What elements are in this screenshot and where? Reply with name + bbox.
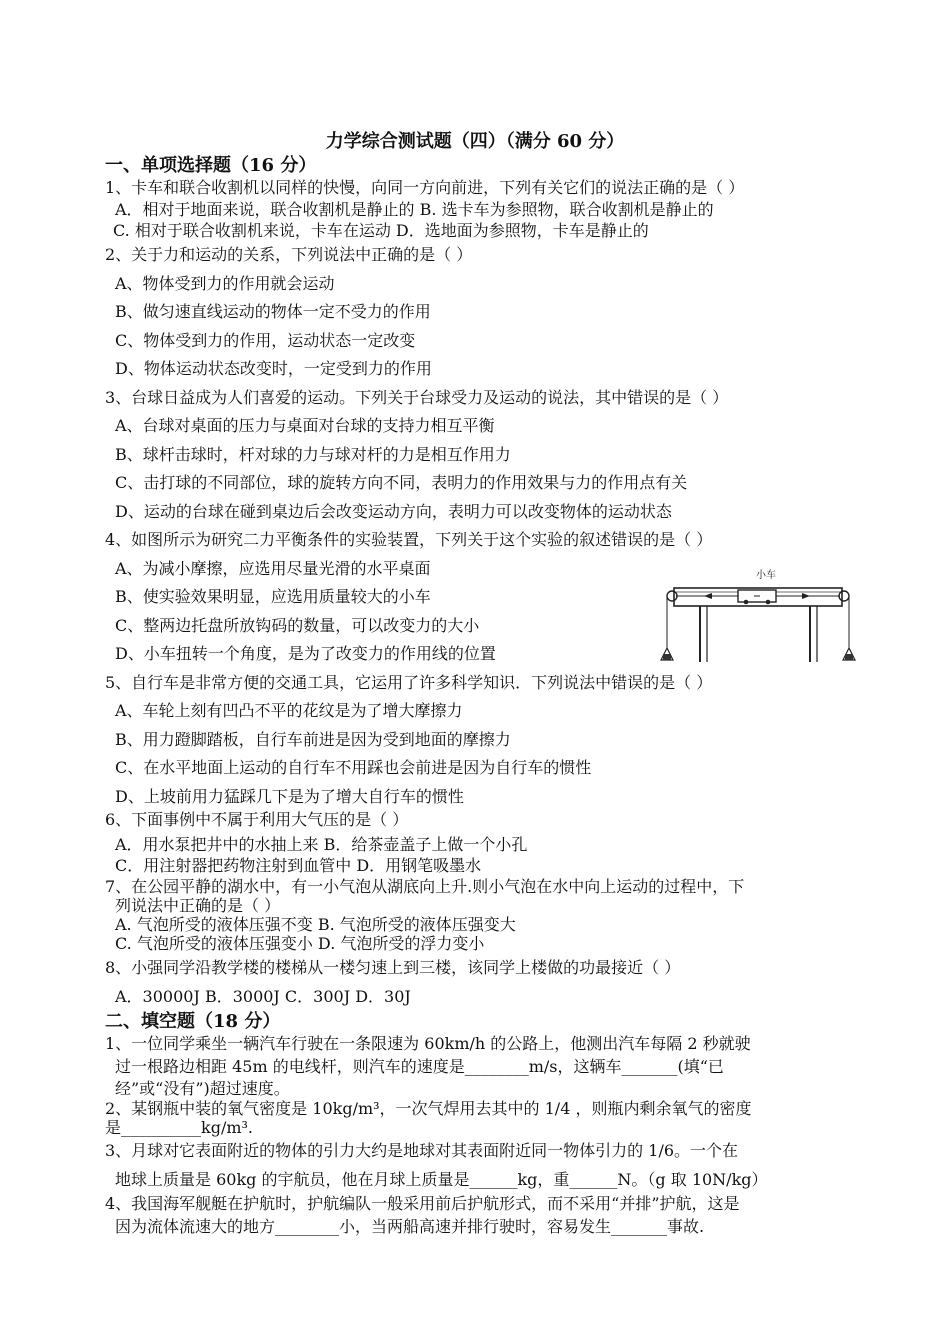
- question-4-option-a: A、为减小摩擦，应选用尽量光滑的水平桌面: [115, 559, 431, 578]
- arrow-right-icon: [802, 593, 810, 599]
- fill-question-4-line-2: 因为流体流速大的地方________小，当两船高速并排行驶时，容易发生_______事故.: [115, 1217, 705, 1236]
- question-5-option-a: A、车轮上刻有凹凸不平的花纹是为了增大摩擦力: [115, 701, 463, 720]
- fill-question-1-line-3: 经”或“没有”)超过速度。: [115, 1079, 290, 1098]
- question-7-stem: 7、在公园平静的湖水中，有一小气泡从湖底向上升.则小气泡在水中向上运动的过程中，下: [105, 877, 745, 896]
- question-7-options-cd: C. 气泡所受的液体压强变小 D. 气泡所受的浮力变小: [115, 934, 485, 953]
- question-3-option-a: A、台球对桌面的压力与桌面对台球的支持力相互平衡: [115, 416, 495, 435]
- cart-wheel-icon: [766, 600, 771, 605]
- question-4-option-c: C、整两边托盘所放钩码的数量，可以改变力的大小: [115, 616, 480, 635]
- question-5-stem: 5、自行车是非常方便的交通工具，它运用了许多科学知识．下列说法中错误的是（ ）: [105, 673, 713, 692]
- question-4-option-d: D、小车扭转一个角度，是为了改变力的作用线的位置: [115, 644, 496, 663]
- pulley-left-icon: [667, 591, 677, 601]
- question-3-option-b: B、球杆击球时，杆对球的力与球对杆的力是相互作用力: [115, 445, 511, 464]
- cart-wheel-icon: [744, 600, 749, 605]
- question-2-option-d: D、物体运动状态改变时，一定受到力的作用: [115, 359, 432, 378]
- section-heading-fill-in-blank: 二、填空题（18 分）: [105, 1011, 281, 1032]
- question-8-options: A．30000J B．3000J C．300J D．30J: [115, 987, 411, 1006]
- arrow-left-icon: [704, 593, 712, 599]
- fill-question-1-line-1: 1、一位同学乘坐一辆汽车行驶在一条限速为 60km/h 的公路上，他测出汽车每隔 2 秒就驶: [105, 1034, 751, 1053]
- fill-question-4-line-1: 4、我国海军舰艇在护航时，护航编队一般采用前后护航形式，而不采用“并排”护航，这是: [105, 1194, 740, 1213]
- question-5-option-b: B、用力蹬脚踏板，自行车前进是因为受到地面的摩擦力: [115, 730, 511, 749]
- question-1-options-ab: A．相对于地面来说，联合收割机是静止的 B. 选卡车为参照物，联合收割机是静止的: [115, 200, 714, 219]
- question-8-stem: 8、小强同学沿教学楼的楼梯从一楼匀速上到三楼，该同学上楼做的功最接近（ ）: [105, 958, 681, 977]
- fill-question-2-line-2: 是__________kg/m³.: [105, 1118, 254, 1137]
- question-2-stem: 2、关于力和运动的关系，下列说法中正确的是（ ）: [105, 245, 473, 264]
- fill-question-1-line-2: 过一根路边相距 45m 的电线杆，则汽车的速度是________m/s，这辆车_______(填“已: [115, 1057, 724, 1076]
- question-6-stem: 6、下面事例中不属于利用大气压的是（ ）: [105, 810, 409, 829]
- question-2-option-c: C、物体受到力的作用，运动状态一定改变: [115, 331, 416, 350]
- question-6-options-cd: C．用注射器把药物注射到血管中 D．用钢笔吸墨水: [115, 856, 482, 875]
- question-6-options-ab: A．用水泵把井中的水抽上来 B．给茶壶盖子上做一个小孔: [115, 835, 528, 854]
- question-5-option-c: C、在水平地面上运动的自行车不用踩也会前进是因为自行车的惯性: [115, 758, 592, 777]
- page-title: 力学综合测试题（四）（满分 60 分）: [325, 131, 625, 152]
- question-1-options-cd: C. 相对于联合收割机来说，卡车在运动 D．选地面为参照物，卡车是静止的: [113, 221, 649, 240]
- fill-question-3-line-2: 地球上质量是 60kg 的宇航员，他在月球上质量是______kg，重______N。（g 取 10N/kg）: [115, 1170, 768, 1189]
- question-3-option-c: C、击打球的不同部位，球的旋转方向不同，表明力的作用效果与力的作用点有关: [115, 473, 688, 492]
- question-1-stem: 1、卡车和联合收割机以同样的快慢，向同一方向前进，下列有关它们的说法正确的是（ ）: [105, 178, 745, 197]
- fill-question-2-line-1: 2、某钢瓶中装的氧气密度是 10kg/m³，一次气焊用去其中的 1/4 ，则瓶内剩余氧气的密度: [105, 1099, 752, 1118]
- question-3-option-d: D、运动的台球在碰到桌边后会改变运动方向，表明力可以改变物体的运动状态: [115, 502, 672, 521]
- fill-question-3-line-1: 3、月球对它表面附近的物体的引力大约是地球对其表面附近同一物体引力的 1/6。一个在: [105, 1141, 739, 1160]
- two-force-balance-apparatus-figure: [660, 566, 856, 662]
- section-heading-multiple-choice: 一、单项选择题（16 分）: [105, 155, 317, 176]
- question-2-option-b: B、做匀速直线运动的物体一定不受力的作用: [115, 302, 431, 321]
- question-3-stem: 3、台球日益成为人们喜爱的运动。下列关于台球受力及运动的说法，其中错误的是（ ）: [105, 388, 729, 407]
- question-7-options-ab: A. 气泡所受的液体压强不变 B. 气泡所受的液体压强变大: [115, 915, 516, 934]
- question-7-stem-continued: 列说法中正确的是（ ）: [115, 896, 281, 915]
- question-2-option-a: A、物体受到力的作用就会运动: [115, 274, 335, 293]
- question-4-option-b: B、使实验效果明显，应选用质量较大的小车: [115, 587, 431, 606]
- cart-label: 小车: [756, 570, 776, 581]
- pulley-right-icon: [839, 591, 849, 601]
- question-4-stem: 4、如图所示为研究二力平衡条件的实验装置，下列关于这个实验的叙述错误的是（ ）: [105, 530, 713, 549]
- question-5-option-d: D、上坡前用力猛踩几下是为了增大自行车的惯性: [115, 787, 464, 806]
